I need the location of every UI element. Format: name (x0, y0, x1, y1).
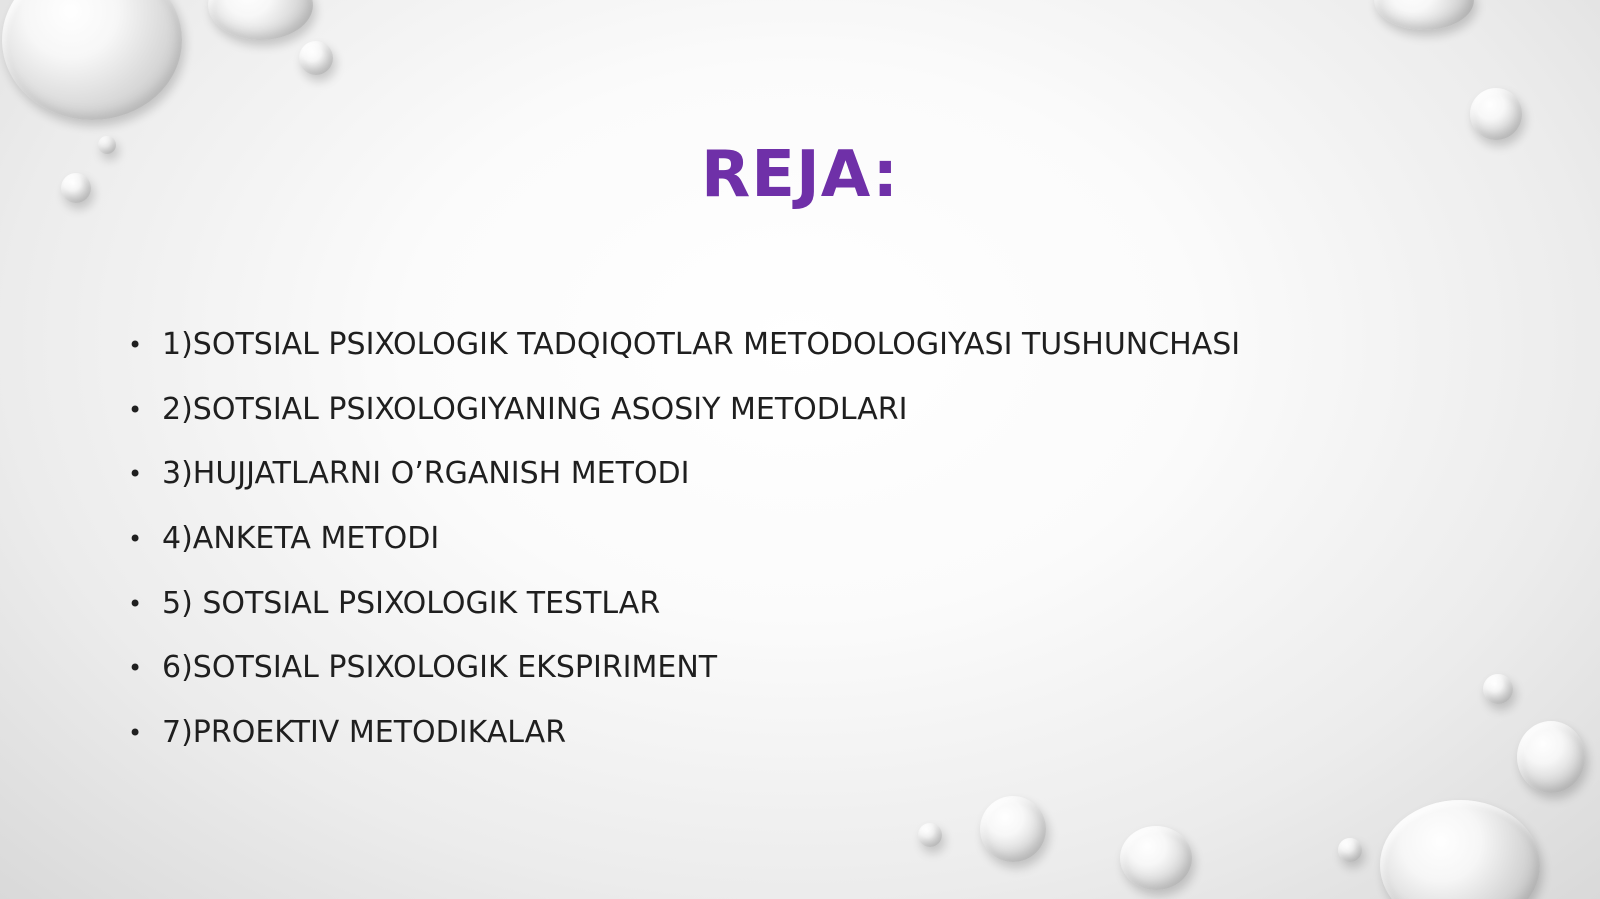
water-drop-decoration (2, 0, 182, 120)
water-drop-decoration (208, 0, 313, 40)
water-drop-decoration (299, 41, 333, 75)
list-item (128, 383, 1240, 448)
water-drop-decoration (1517, 721, 1585, 793)
bullet-icon: • (128, 395, 143, 424)
plan-list (128, 318, 1240, 771)
list-item (128, 706, 1240, 771)
bullet-icon: • (128, 460, 143, 489)
water-drop-decoration (1120, 826, 1192, 890)
list-item-text: 2)SOTSIAL PSIXOLOGIYANING ASOSIY METODLARI (162, 391, 908, 427)
list-item-text: 6)SOTSIAL PSIXOLOGIK EKSPIRIMENT (162, 650, 718, 686)
water-drop-decoration (918, 823, 942, 847)
water-drop-decoration (1470, 88, 1522, 140)
list-item (128, 641, 1240, 706)
list-item (128, 318, 1240, 383)
list-item-text: 5) SOTSIAL PSIXOLOGIK TESTLAR (162, 585, 661, 621)
list-item (128, 512, 1240, 577)
list-item (128, 577, 1240, 642)
water-drop-decoration (980, 796, 1046, 862)
bullet-icon: • (128, 331, 143, 359)
water-drop-decoration (1380, 800, 1540, 899)
list-item-text: 7)PROEKTIV METODIKALAR (162, 715, 567, 751)
bullet-icon: • (128, 719, 143, 748)
slide-title: REJA: (700, 138, 900, 212)
bullet-icon: • (128, 525, 143, 554)
list-item-text: 1)SOTSIAL PSIXOLOGIK TADQIQOTLAR METODOLOGIYASI TUSHUNCHASI (162, 327, 1241, 362)
list-item (128, 447, 1240, 512)
bullet-icon: • (128, 654, 143, 683)
water-drop-decoration (1374, 0, 1474, 30)
water-drop-decoration (1483, 674, 1513, 704)
bullet-icon: • (128, 589, 143, 618)
water-drop-decoration (1338, 838, 1362, 862)
list-item-text: 4)ANKETA METODI (162, 521, 440, 557)
list-item-text: 3)HUJJATLARNI O’RGANISH METODI (162, 456, 690, 492)
